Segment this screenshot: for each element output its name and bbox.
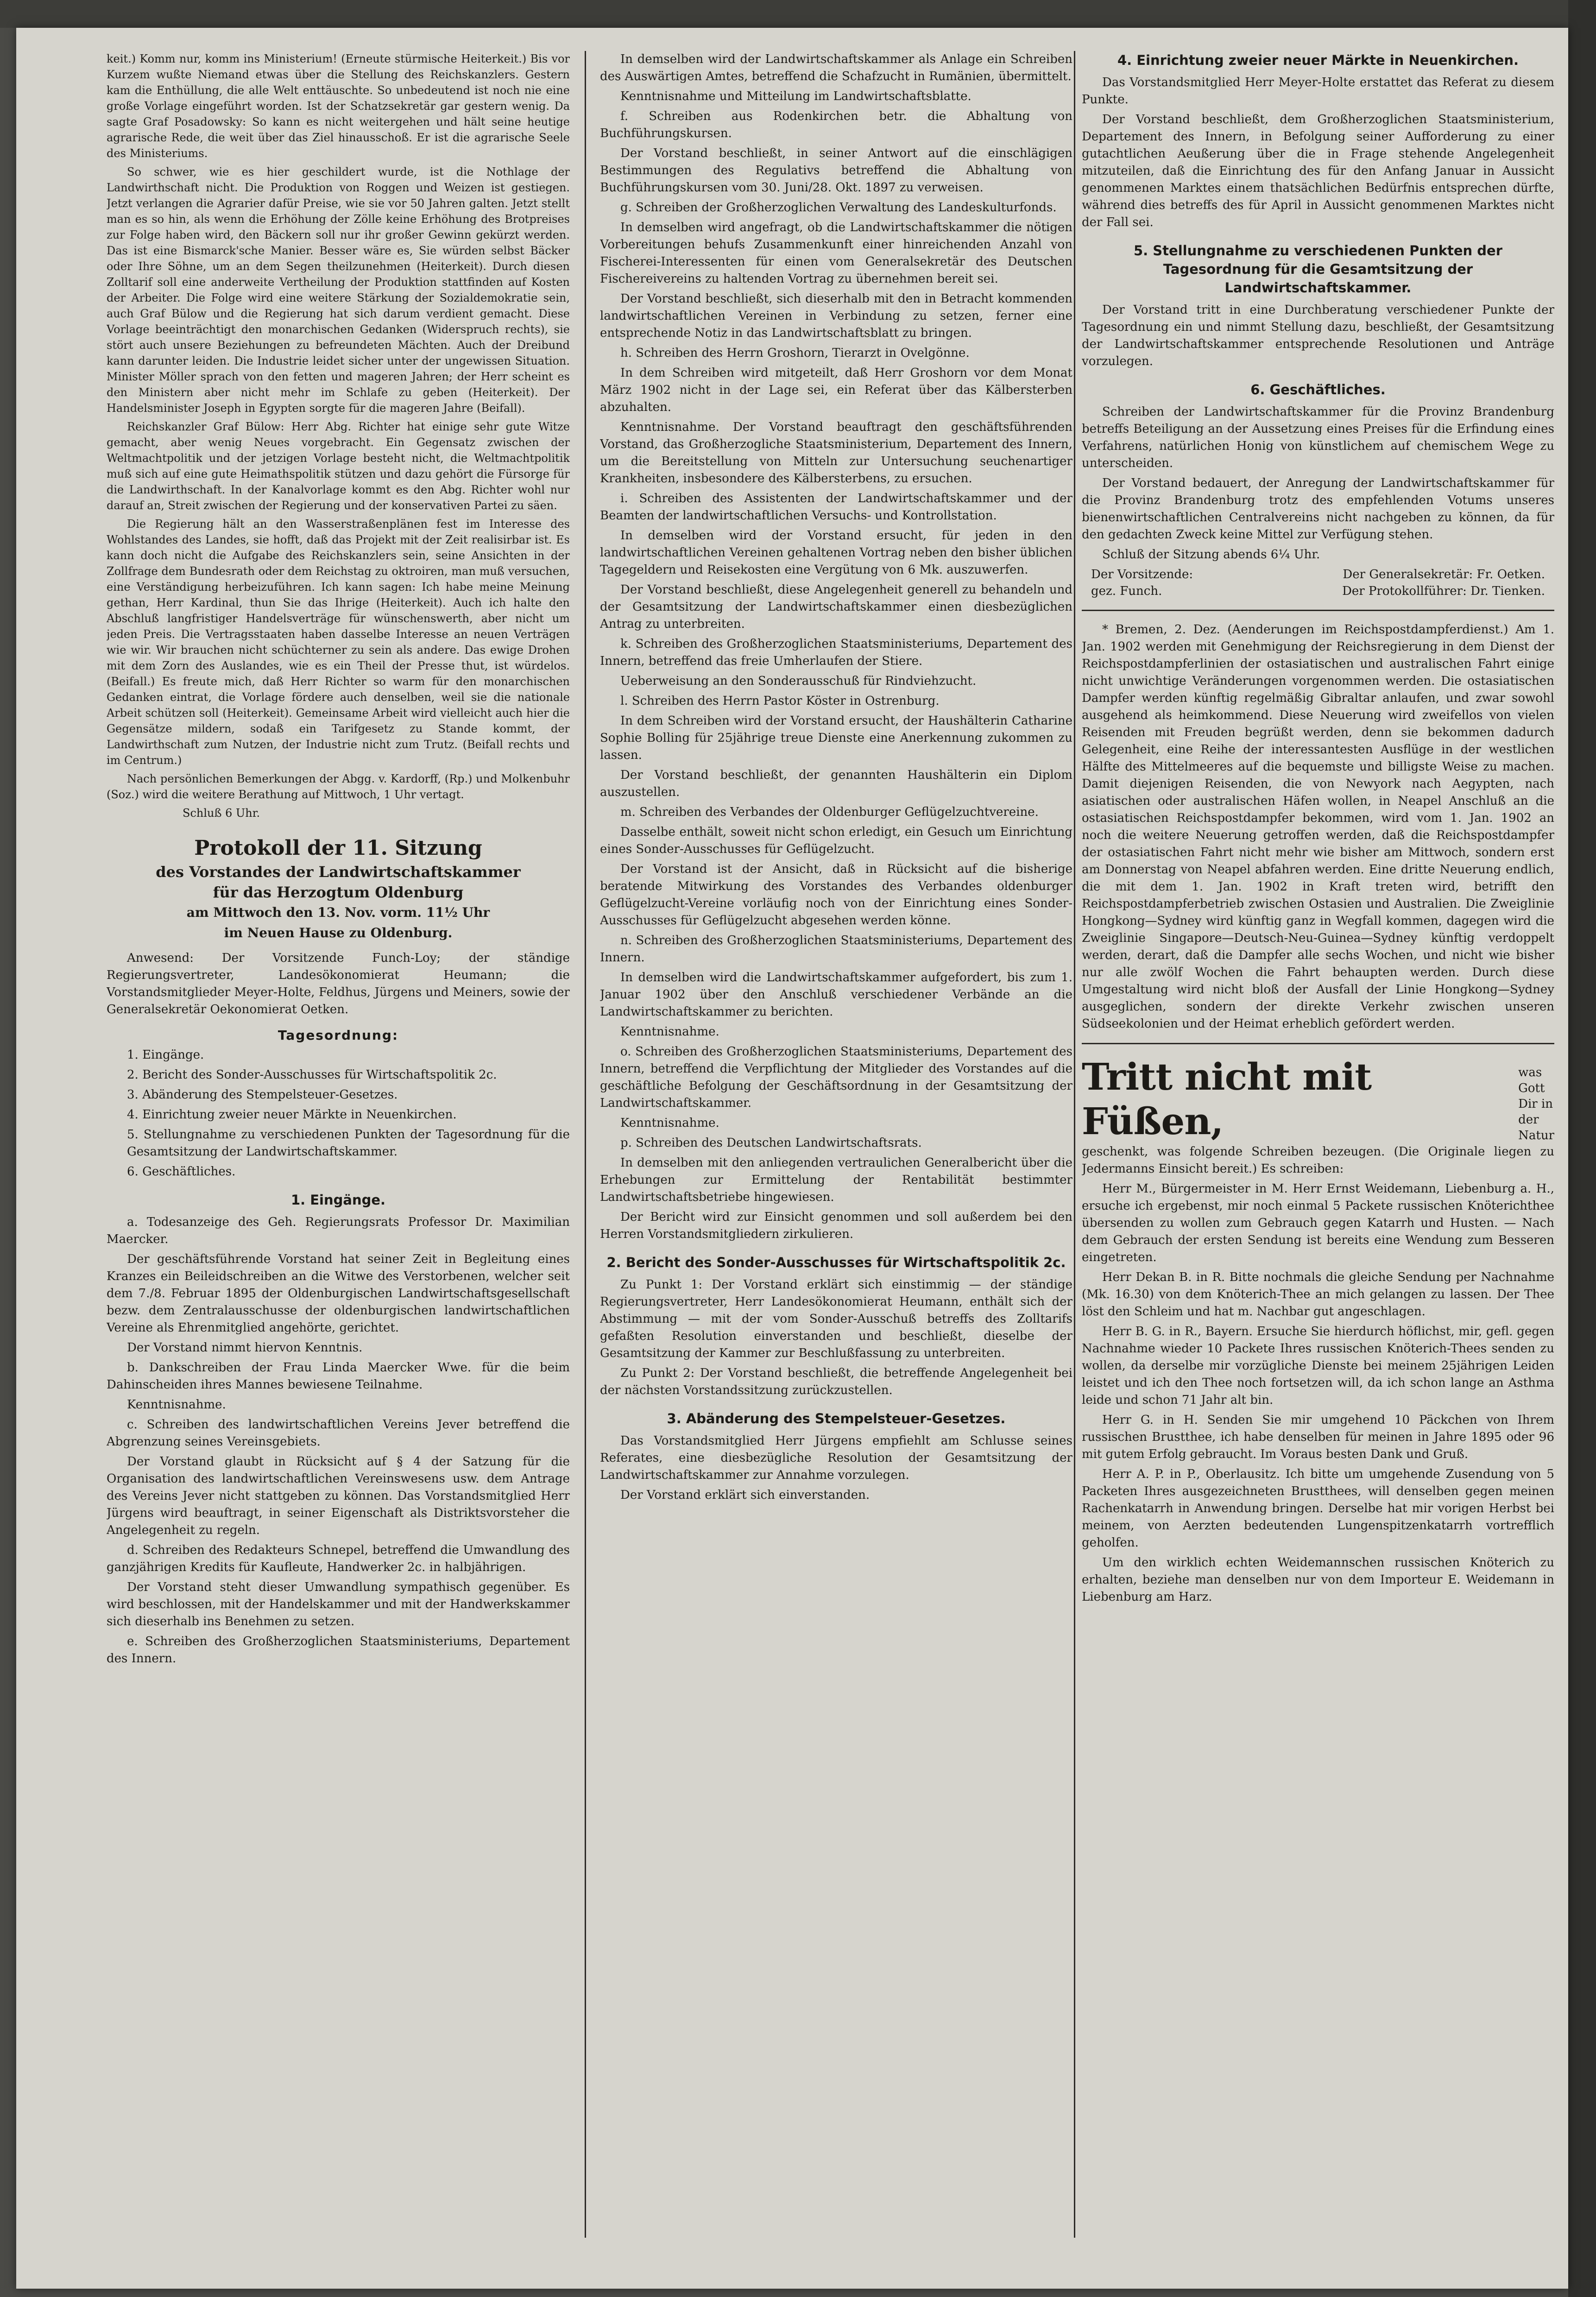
column-2 <box>600 51 1072 2247</box>
section-paragraph: Der Vorstand beschließt, diese Angelegenheit generell zu behandeln und der Gesamtsitzung der Landwirtschaftskammer einen diesbezüglichen Antrag zu unterbreiten. <box>600 583 1072 631</box>
section-paragraph: l. Schreiben des Herrn Pastor Köster in Ostrenburg. <box>620 694 940 708</box>
section-paragraph: b. Dankschreiben der Frau Linda Maercker Wwe. für die beim Dahinscheiden ihres Mannes bewiesene Teilnahme. <box>107 1361 570 1392</box>
section-paragraph: Das Vorstandsmitglied Herr Meyer-Holte erstattet das Referat zu diesem Punkte. <box>1082 76 1554 107</box>
article-paragraph: So schwer, wie es hier geschildert wurde, ist die Nothlage der Landwirthschaft nicht. Die Produktion von Roggen und Weizen ist gestiegen. Jetzt verlangen die Agrarier dafür Preise, wie sie vor 50 Jahren galten. Jetzt stellt man es so hin, als wenn die Erhöhung der Zölle keine Erhöhung des Brotpreises zur Folge haben wird, den Bäckern soll nur ihr großer Gewinn gekürzt werden. Das ist eine Bismarck'sche Manier. Besser wäre es, Sie würden selbst Bäcker oder Ihre Söhne, um an dem Segen theilzunehmen (Heiterkeit). Durch diesen Zolltarif soll eine anderweite Vertheilung der Produktion stattfinden auf Kosten der Arbeiter. Die Folge wird eine weitere Stärkung der Sozialdemokratie sein, auch Graf Bülow und die Regierung hat sich darum verdient gemacht. Diese Vorlage beeinträchtigt den monarchischen Gedanken (Widerspruch rechts), sie stört auch unsere Beziehungen zu befreundeten Mächten. Auch der Dreibund kann darunter leiden. Die Industrie leidet sicher unter der ungewissen Situation. Minister Möller sprach von den fetten und mageren Jahren; der Herr scheint es den Ministern aber nicht mehr im Schlafe zu geben (Heiterkeit). Der Handelsminister Joseph in Egypten sorgte für die mageren Jahre (Beifall). <box>107 165 570 415</box>
section-paragraph: Der Vorstand beschließt, dem Großherzoglichen Staatsministerium, Departement des Innern, in Befolgung seiner Aufforderung zu einer gutachtlichen Aeußerung über die in Frage stehende Angelegenheit mitzuteilen, daß die Einrichtung des für den Anfang Januar in Aussicht genommenen Marktes einem thatsächlichen Bedürfnis entsprechen dürfte, während dies betreffs des für April in Aussicht genommenen Marktes nicht der Fall sei. <box>1082 113 1554 229</box>
section-paragraph: a. Todesanzeige des Geh. Regierungsrats Professor Dr. Maximilian Maercker. <box>107 1215 570 1246</box>
section-paragraph: h. Schreiben des Herrn Groshorn, Tierarzt in Ovelgönne. <box>620 346 970 360</box>
column-rule-1 <box>585 51 586 2238</box>
article-paragraph: Reichskanzler Graf Bülow: Herr Abg. Richter hat einige sehr gute Witze gemacht, aber wenig Neues vorgebracht. Ein Gegensatz zwischen der Weltmachtpolitik und der jetzigen Vorlage besteht nicht, die Weltmachtpolitik muß sich auf eine gute Heimathspolitik stützen und dazu gehört die Fürsorge für die Landwirthschaft. In der Kanalvorlage kommt es den Abg. Richter wohl nur darauf an, Streit zwischen der Regierung und der konservativen Partei zu säen. <box>107 420 570 512</box>
section-paragraph: Schreiben der Landwirtschaftskammer für die Provinz Brandenburg betreffs Beteiligung an der Aussetzung eines Preises für die Erfindung eines Verfahrens, natürlichen Honig von künstlichem auf chemischem Wege zu unterscheiden. <box>1082 405 1554 470</box>
agenda-title: Tagesordnung: <box>278 1028 399 1043</box>
section-paragraph: o. Schreiben des Großherzoglichen Staatsministeriums, Departement des Innern, betreffend die Verpflichtung der Mitglieder des Vorstandes auf die geschäftliche Befolgung der Geschäftsordnung in der Gesamtsitzung der Landwirtschaftskammer. <box>600 1045 1072 1110</box>
closing-note: Schluß 6 Uhr. <box>183 807 260 820</box>
ad-testimonial: Herr B. G. in R., Bayern. Ersuche Sie hierdurch höflichst, mir, gefl. gegen Nachnahme wieder 10 Packete Ihres russischen Knöterich-Thees senden zu wollen, da derselbe mir vorzügliche Dienste bei meinem 25jährigen Leiden leistet und ich den Thee noch fortsetzen will, da ich schon lange an Asthma leide und schon 71 Jahr alt bin. <box>1082 1325 1554 1407</box>
section-paragraph: Der Vorstand steht dieser Umwandlung sympathisch gegenüber. Es wird beschlossen, mit der Handelskammer und mit der Handwerkskammer sich dieserhalb ins Benehmen zu setzen. <box>107 1580 570 1628</box>
section-heading: 1. Eingänge. <box>290 1192 386 1208</box>
ad-paragraph: Um den wirklich echten Weidemannschen russischen Knöterich zu erhalten, beziehe man denselben nur von dem Importeur E. Weidemann in Liebenburg am Harz. <box>1082 1556 1554 1604</box>
section-paragraph: Der Bericht wird zur Einsicht genommen und soll außerdem bei den Herren Vorstandsmitgliedern zirkulieren. <box>600 1210 1072 1241</box>
section-heading: 6. Geschäftliches. <box>1250 382 1386 398</box>
article-separator <box>1082 1043 1554 1044</box>
section-paragraph: Zu Punkt 1: Der Vorstand erklärt sich einstimmig — der ständige Regierungsvertreter, Herr Landesökonomierat Heumann, enthält sich der Abstimmung — mit der vom Sonder-Ausschuß betreffs des Zolltarifs gefaßten Resolution einverstanden und beschließt, dieselbe der Gesamtsitzung der Kammer zur Beschlußfassung zu unterbreiten. <box>600 1278 1072 1360</box>
protocol-subtitle-1: des Vorstandes der Landwirtschaftskammer <box>156 863 521 881</box>
section-paragraph: d. Schreiben des Redakteurs Schnepel, betreffend die Umwandlung des ganzjährigen Kredits für Kaufleute, Handwerker 2c. in halbjährigen. <box>107 1543 570 1574</box>
section-paragraph: In demselben wird der Vorstand ersucht, für jeden in den landwirtschaftlichen Vereinen gehaltenen Vortrag neben den bisher üblichen Tagegeldern und Reisekosten eine Vergütung von 6 Mk. auszuwerfen. <box>600 529 1072 577</box>
ad-paragraph: geschenkt, was folgende Schreiben bezeugen. (Die Originale liegen zu Jedermanns Einsicht bereit.) Es schreiben: <box>1082 1145 1554 1176</box>
section-paragraph: c. Schreiben des landwirtschaftlichen Vereins Jever betreffend die Abgrenzung seines Vereinsgebiets. <box>107 1418 570 1449</box>
agenda-list <box>107 1047 570 1180</box>
attendance: Anwesend: Der Vorsitzende Funch-Loy; der ständige Regierungsvertreter, Landesökonomierat Heumann; die Vorstandsmitglieder Meyer-Holte, Feldhus, Jürgens und Meiners, sowie der Generalsekretär Oekonomierat Oetken. <box>107 951 570 1016</box>
section-paragraph: Das Vorstandsmitglied Herr Jürgens empfiehlt am Schlusse seines Referates, eine diesbezügliche Resolution der Gesamtsitzung der Landwirtschaftskammer zur Annahme vorzulegen. <box>600 1434 1072 1482</box>
column-rule-2 <box>1074 51 1075 2238</box>
section-heading: 2. Bericht des Sonder-Ausschusses für Wirtschaftspolitik 2c. <box>606 1255 1066 1270</box>
article-paragraph: keit.) Komm nur, komm ins Ministerium! (Erneute stürmische Heiterkeit.) Bis vor Kurzem wußte Niemand etwas über die Stellung des Reichskanzlers. Gestern kam die Enthüllung, die alle Welt enttäuschte. So unbedeutend ist noch nie eine große Vorlage eingeführt worden. Ist der Schatzsekretär gar gestern wenig. Da sagte Graf Posadowsky: So kann es nicht weitergehen und hält seine heutige agrarische Rede, die weit über das Ziel hinausschoß. Er ist die agrarische Seele des Ministeriums. <box>107 52 570 160</box>
section-paragraph: In demselben mit den anliegenden vertraulichen Generalbericht über die Erhebungen zur Ermittelung der Rentabilität bestimmter Landwirtschaftsbetriebe hingewiesen. <box>600 1156 1072 1204</box>
section-paragraph: e. Schreiben des Großherzoglichen Staatsministeriums, Departement des Innern. <box>107 1634 570 1666</box>
section-paragraph: Der Vorstand beschließt, in seiner Antwort auf die einschlägigen Bestimmungen des Regulativs betreffend die Abhaltung von Buchführungskursen vom 30. Juni/28. Okt. 1897 zu verweisen. <box>600 146 1072 195</box>
section-paragraph: n. Schreiben des Großherzoglichen Staatsministeriums, Departement des Innern. <box>600 934 1072 965</box>
section-paragraph: k. Schreiben des Großherzoglichen Staatsministeriums, Departement des Innern, betreffend das freie Umherlaufen der Stiere. <box>600 637 1072 668</box>
scanner-background-top <box>0 0 1596 28</box>
agenda-item: 6. Geschäftliches. <box>127 1165 236 1179</box>
article-paragraph: Die Regierung hält an den Wasserstraßenplänen fest im Interesse des Wohlstandes des Landes, sie hofft, daß das Projekt mit der Zeit realisirbar ist. Es kann doch nicht die Aufgabe des Reichskanzlers sein, seine Ansichten in der Zollfrage dem Bundesrath oder dem Reichstag zu oktroiren, man muß versuchen, eine Verständigung herbeizuführen. Ich kann sagen: Ich habe meine Meinung gethan, Herr Kardinal, thun Sie das Ihrige (Heiterkeit). Auch ich halte den Abschluß langfristiger Handelsverträge für wünschenswerth, aber nicht um jeden Preis. Die Vertragsstaaten haben dasselbe Interesse an neuen Verträgen wie wir. Wir brauchen nicht schüchterner zu sein als andere. Das ewige Drohen mit dem Zorn des Auslandes, wie es ein Theil der Presse thut, ist würdelos. (Beifall.) Es freute mich, daß Herr Richter so warm für den monarchischen Gedanken eintrat, die Vorlage fördere auch denselben, weil sie die nationale Arbeit schützen soll (Heiterkeit). Gemeinsame Arbeit wird vielleicht auch hier die Gegensätze mildern, sodaß ein Tarifgesetz zu Stande kommt, der Landwirthschaft zum Nutzen, der Industrie nicht zum Trutz. (Beifall rechts und im Centrum.) <box>107 517 570 767</box>
section-paragraph: g. Schreiben der Großherzoglichen Verwaltung des Landeskulturfonds. <box>620 201 1057 215</box>
section-paragraph: f. Schreiben aus Rodenkirchen betr. die Abhaltung von Buchführungskursen. <box>600 109 1072 140</box>
section-heading: 5. Stellungnahme zu verschiedenen Punkten der Tagesordnung für die Gesamtsitzung der Landwirtschaftskammer. <box>1134 243 1502 296</box>
section-paragraph: Schluß der Sitzung abends 6¼ Uhr. <box>1102 548 1320 562</box>
protocol-date: am Mittwoch den 13. Nov. vorm. 11½ Uhr <box>186 905 490 920</box>
protocol-place: im Neuen Hause zu Oldenburg. <box>224 925 453 940</box>
protocol-subtitle-2: für das Herzogtum Oldenburg <box>213 883 464 901</box>
section-paragraph: p. Schreiben des Deutschen Landwirtschaftsrats. <box>620 1136 922 1150</box>
article-separator <box>1082 610 1554 611</box>
section-paragraph: In demselben wird angefragt, ob die Landwirtschaftskammer die nötigen Vorbereitungen behufs Zusammenkunft einer hinreichenden Anzahl von Fischerei-Interessenten für einen vom Generalsekretär des Deutschen Fischereivereins zu haltenden Vortrag zu übernehmen bereit sei. <box>600 221 1072 286</box>
section-paragraph: Kenntnisnahme. <box>620 1025 719 1039</box>
agenda-item: 1. Eingänge. <box>127 1048 204 1062</box>
section-paragraph: In dem Schreiben wird der Vorstand ersucht, der Haushälterin Catharine Sophie Bolling für 25jährige treue Dienste eine Anerkennung zukommen zu lassen. <box>600 714 1072 762</box>
section-paragraph: Dasselbe enthält, soweit nicht schon erledigt, ein Gesuch um Einrichtung eines Sonder-Ausschusses für Geflügelzucht. <box>600 825 1072 856</box>
bremen-article: * Bremen, 2. Dez. (Aenderungen im Reichspostdampferdienst.) Am 1. Jan. 1902 werden mit Genehmigung der Reichsregierung in dem Dienst der Reichspostdampferlinien der ostasiatischen und australischen Fahrt einige nicht unwichtige Veränderungen vorgenommen werden. Die ostasiatischen Dampfer werden künftig regelmäßig Gibraltar anlaufen, und zwar sowohl ausgehend als heimkommend. Diese Neuerung wird zweifellos von vielen Reisenden mit Freuden begrüßt werden, denn sie bekommen dadurch Gelegenheit, eine Reihe der interessantesten Ausflüge in der westlichen Hälfte des Mittelmeeres auf die bequemste und billigste Weise zu machen. Damit diejenigen Reisenden, die von Newyork nach Aegypten, nach asiatischen oder australischen Häfen wollen, in Neapel Anschluß an die ostasiatischen Reichspostdampfer bekommen, wird vom 1. Jan. 1902 an noch die weitere Neuerung getroffen werden, daß die Reichspostdampfer der ostasiatischen Fahrt nicht mehr wie bisher am Mittwoch, sondern erst am Donnerstag von Neapel abfahren werden. Eine dritte Neuerung endlich, die mit dem 1. Jan. 1902 in Kraft treten wird, betrifft den Reichspostdampferbetrieb zwischen Ostasien und Australien. Die Zweiglinie Hongkong—Sydney wird künftig ganz in Wegfall kommen, dagegen wird die Zweiglinie Singapore—Deutsch-Neu-Guinea—Sydney künftig verdoppelt werden, derart, daß die Dampfer alle sechs Wochen, und nicht wie bisher nur alle zwölf Wochen die Fahrt behaupten werden. Durch diese Umgestaltung wird nicht bloß der Ausfall der Linie Hongkong—Sydney ausgeglichen, sondern der direkte Verkehr zwischen unseren Südseekolonien und der Heimat erheblich gefördert werden. <box>1082 623 1554 1031</box>
section-paragraph: In demselben wird die Landwirtschaftskammer aufgefordert, bis zum 1. Januar 1902 über den Anschluß verschiedener Verbände an die Landwirtschaftskammer zu berichten. <box>600 971 1072 1019</box>
article-paragraph: Nach persönlichen Bemerkungen der Abgg. v. Kardorff, (Rp.) und Molkenbuhr (Soz.) wird die weitere Berathung auf Mittwoch, 1 Uhr vertagt. <box>107 772 570 801</box>
section-paragraph: m. Schreiben des Verbandes der Oldenburger Geflügelzuchtvereine. <box>620 805 1039 819</box>
agenda-item: 5. Stellungnahme zu verschiedenen Punkten der Tagesordnung für die Gesamtsitzung der Landwirtschaftskammer. <box>127 1128 570 1159</box>
protocol-title: Protokoll der 11. Sitzung <box>194 836 482 860</box>
section-paragraph: Der Vorstand erklärt sich einverstanden. <box>620 1488 870 1502</box>
section-paragraph: Der Vorstand beschließt, sich dieserhalb mit den in Betracht kommenden landwirtschaftlichen Vereinen in Verbindung zu setzen, ferner eine entsprechende Notiz in das Landwirtschaftsblatt zu bringen. <box>600 292 1072 340</box>
section-paragraph: Der Vorstand beschließt, der genannten Haushälterin ein Diplom auszustellen. <box>600 768 1072 799</box>
section-paragraph: Kenntnisnahme. Der Vorstand beauftragt den geschäftsführenden Vorstand, das Großherzogliche Staatsministerium, Departement des Innern, um die Bereitstellung von Mitteln zur Untersuchung seuchenartiger Krankheiten, insbesondere des Kälbersterbens, zu ersuchen. <box>600 420 1072 486</box>
section-paragraph: Kenntnisnahme und Mitteilung im Landwirtschaftsblatte. <box>620 89 971 103</box>
section-paragraph: Zu Punkt 2: Der Vorstand beschließt, die betreffende Angelegenheit bei der nächsten Vorstandssitzung zurückzustellen. <box>600 1366 1072 1397</box>
section-paragraph: Kenntnisnahme. <box>620 1116 719 1130</box>
section-paragraph: Der geschäftsführende Vorstand hat seiner Zeit in Begleitung eines Kranzes ein Beileidschreiben an die Witwe des Verstorbenen, welcher seit dem 7./8. Februar 1895 der Oldenburgischen Landwirtschaftsgesellschaft bezw. dem Zentralausschusse der oldenburgischen landwirtschaftlichen Vereine als Ehrenmitglied angehörte, gerichtet. <box>107 1252 570 1335</box>
agenda-item: 4. Einrichtung zweier neuer Märkte in Neuenkirchen. <box>127 1108 457 1122</box>
section-paragraph: i. Schreiben des Assistenten der Landwirtschaftskammer und der Beamten der landwirtschaftlichen Versuchs- und Kontrollstation. <box>600 492 1072 523</box>
advertisement-headline <box>1082 1054 1554 1143</box>
column-1 <box>107 51 570 2247</box>
signature-label: Der Generalsekretär: Fr. Oetken. <box>1343 568 1545 581</box>
ad-testimonial: Herr Dekan B. in R. Bitte nochmals die gleiche Sendung per Nachnahme (Mk. 16.30) von dem Knöterich-Thee an mich gelangen zu lassen. Der Thee löst den Schleim und hat m. Nachbar gut angeschlagen. <box>1082 1270 1554 1319</box>
signature-line <box>1082 583 1554 599</box>
ad-testimonial: Herr G. in H. Senden Sie mir umgehend 10 Päckchen von Ihrem russischen Brustthee, ich habe denselben für meinen in Jahre 1895 oder 96 mit gutem Erfolg gebraucht. Im Voraus besten Dank und Gruß. <box>1082 1413 1554 1461</box>
section-paragraph: Kenntnisnahme. <box>127 1398 226 1412</box>
column-3 <box>1082 51 1554 2247</box>
section-paragraph: Der Vorstand bedauert, der Anregung der Landwirtschaftskammer für die Provinz Brandenburg trotz des empfehlenden Votums unseres bienenwirtschaftlichen Centralvereins nicht nachgeben zu können, da für den gedachten Zweck keine Mittel zur Verfügung stehen. <box>1082 476 1554 542</box>
section-paragraph: Der Vorstand glaubt in Rücksicht auf § 4 der Satzung für die Organisation des landwirtschaftlichen Vereinswesens usw. dem Antrage des Vereins Jever nicht stattgeben zu können. Das Vorstandsmitglied Herr Jürgens wird beauftragt, in seiner Eigenschaft als Distriktsvorsteher die Angelegenheit zu regeln. <box>107 1455 570 1537</box>
section-heading: 3. Abänderung des Stempelsteuer-Gesetzes. <box>667 1411 1006 1426</box>
ad-title: Tritt nicht mit Füßen, <box>1082 1055 1372 1143</box>
agenda-item: 3. Abänderung des Stempelsteuer-Gesetzes. <box>127 1088 398 1102</box>
section-paragraph: Der Vorstand tritt in eine Durchberatung verschiedener Punkte der Tagesordnung ein und nimmt Stellung dazu, beschließt, der Gesamtsitzung der Landwirtschaftskammer entsprechende Resolutionen und Anträge vorzulegen. <box>1082 303 1554 368</box>
section-paragraph: In dem Schreiben wird mitgeteilt, daß Herr Groshorn vor dem Monat März 1902 nicht in der Lage sei, ein Referat über das Kälbersterben abzuhalten. <box>600 366 1072 414</box>
signature-name: gez. Funch. <box>1091 584 1162 598</box>
scanner-background-right <box>1568 0 1596 2297</box>
ad-title-tail: was Gott <box>1518 1066 1545 1095</box>
section-paragraph: In demselben wird der Landwirtschaftskammer als Anlage ein Schreiben des Auswärtigen Amtes, betreffend die Schafzucht in Rumänien, übermittelt. <box>600 52 1072 83</box>
section-paragraph: Der Vorstand nimmt hiervon Kenntnis. <box>127 1341 363 1355</box>
ad-title-tail: Dir in der Natur <box>1518 1097 1554 1142</box>
ad-testimonial: Herr M., Bürgermeister in M. Herr Ernst Weidemann, Liebenburg a. H., ersuche ich ergebenst, mir noch einmal 5 Packete russischen Knöterichthee übersenden zu wollen zum Gebrauch gegen Katarrh und Husten. — Nach dem Gebrauch der ersten Sendung ist bereits eine Wendung zum Besseren eingetreten. <box>1082 1182 1554 1264</box>
section-paragraph: Der Vorstand ist der Ansicht, daß in Rücksicht auf die bisherige beratende Mitwirkung des Vorstandes des Verbandes oldenburger Geflügelzucht-Vereine vorläufig noch von der Einrichtung eines Sonder-Ausschusses für Geflügelzucht abgesehen werden könne. <box>600 862 1072 928</box>
section-heading: 4. Einrichtung zweier neuer Märkte in Neuenkirchen. <box>1117 52 1519 68</box>
signature-line <box>1082 566 1554 583</box>
agenda-item: 2. Bericht des Sonder-Ausschusses für Wirtschaftspolitik 2c. <box>127 1068 497 1082</box>
ad-testimonial: Herr A. P. in P., Oberlausitz. Ich bitte um umgehende Zusendung von 5 Packeten Ihres ausgezeichneten Brustthees, will denselben gegen meinen Rachenkatarrh in Anwendung bringen. Derselbe hat mir vorigen Herbst bei meinem, von Aerzten bedeutenden Lungenspitzenkatarrh vortrefflich geholfen. <box>1082 1467 1554 1550</box>
signature-label: Der Vorsitzende: <box>1091 568 1193 581</box>
signature-name: Der Protokollführer: Dr. Tienken. <box>1342 584 1545 598</box>
section-paragraph: Ueberweisung an den Sonderausschuß für Rindviehzucht. <box>620 674 977 688</box>
